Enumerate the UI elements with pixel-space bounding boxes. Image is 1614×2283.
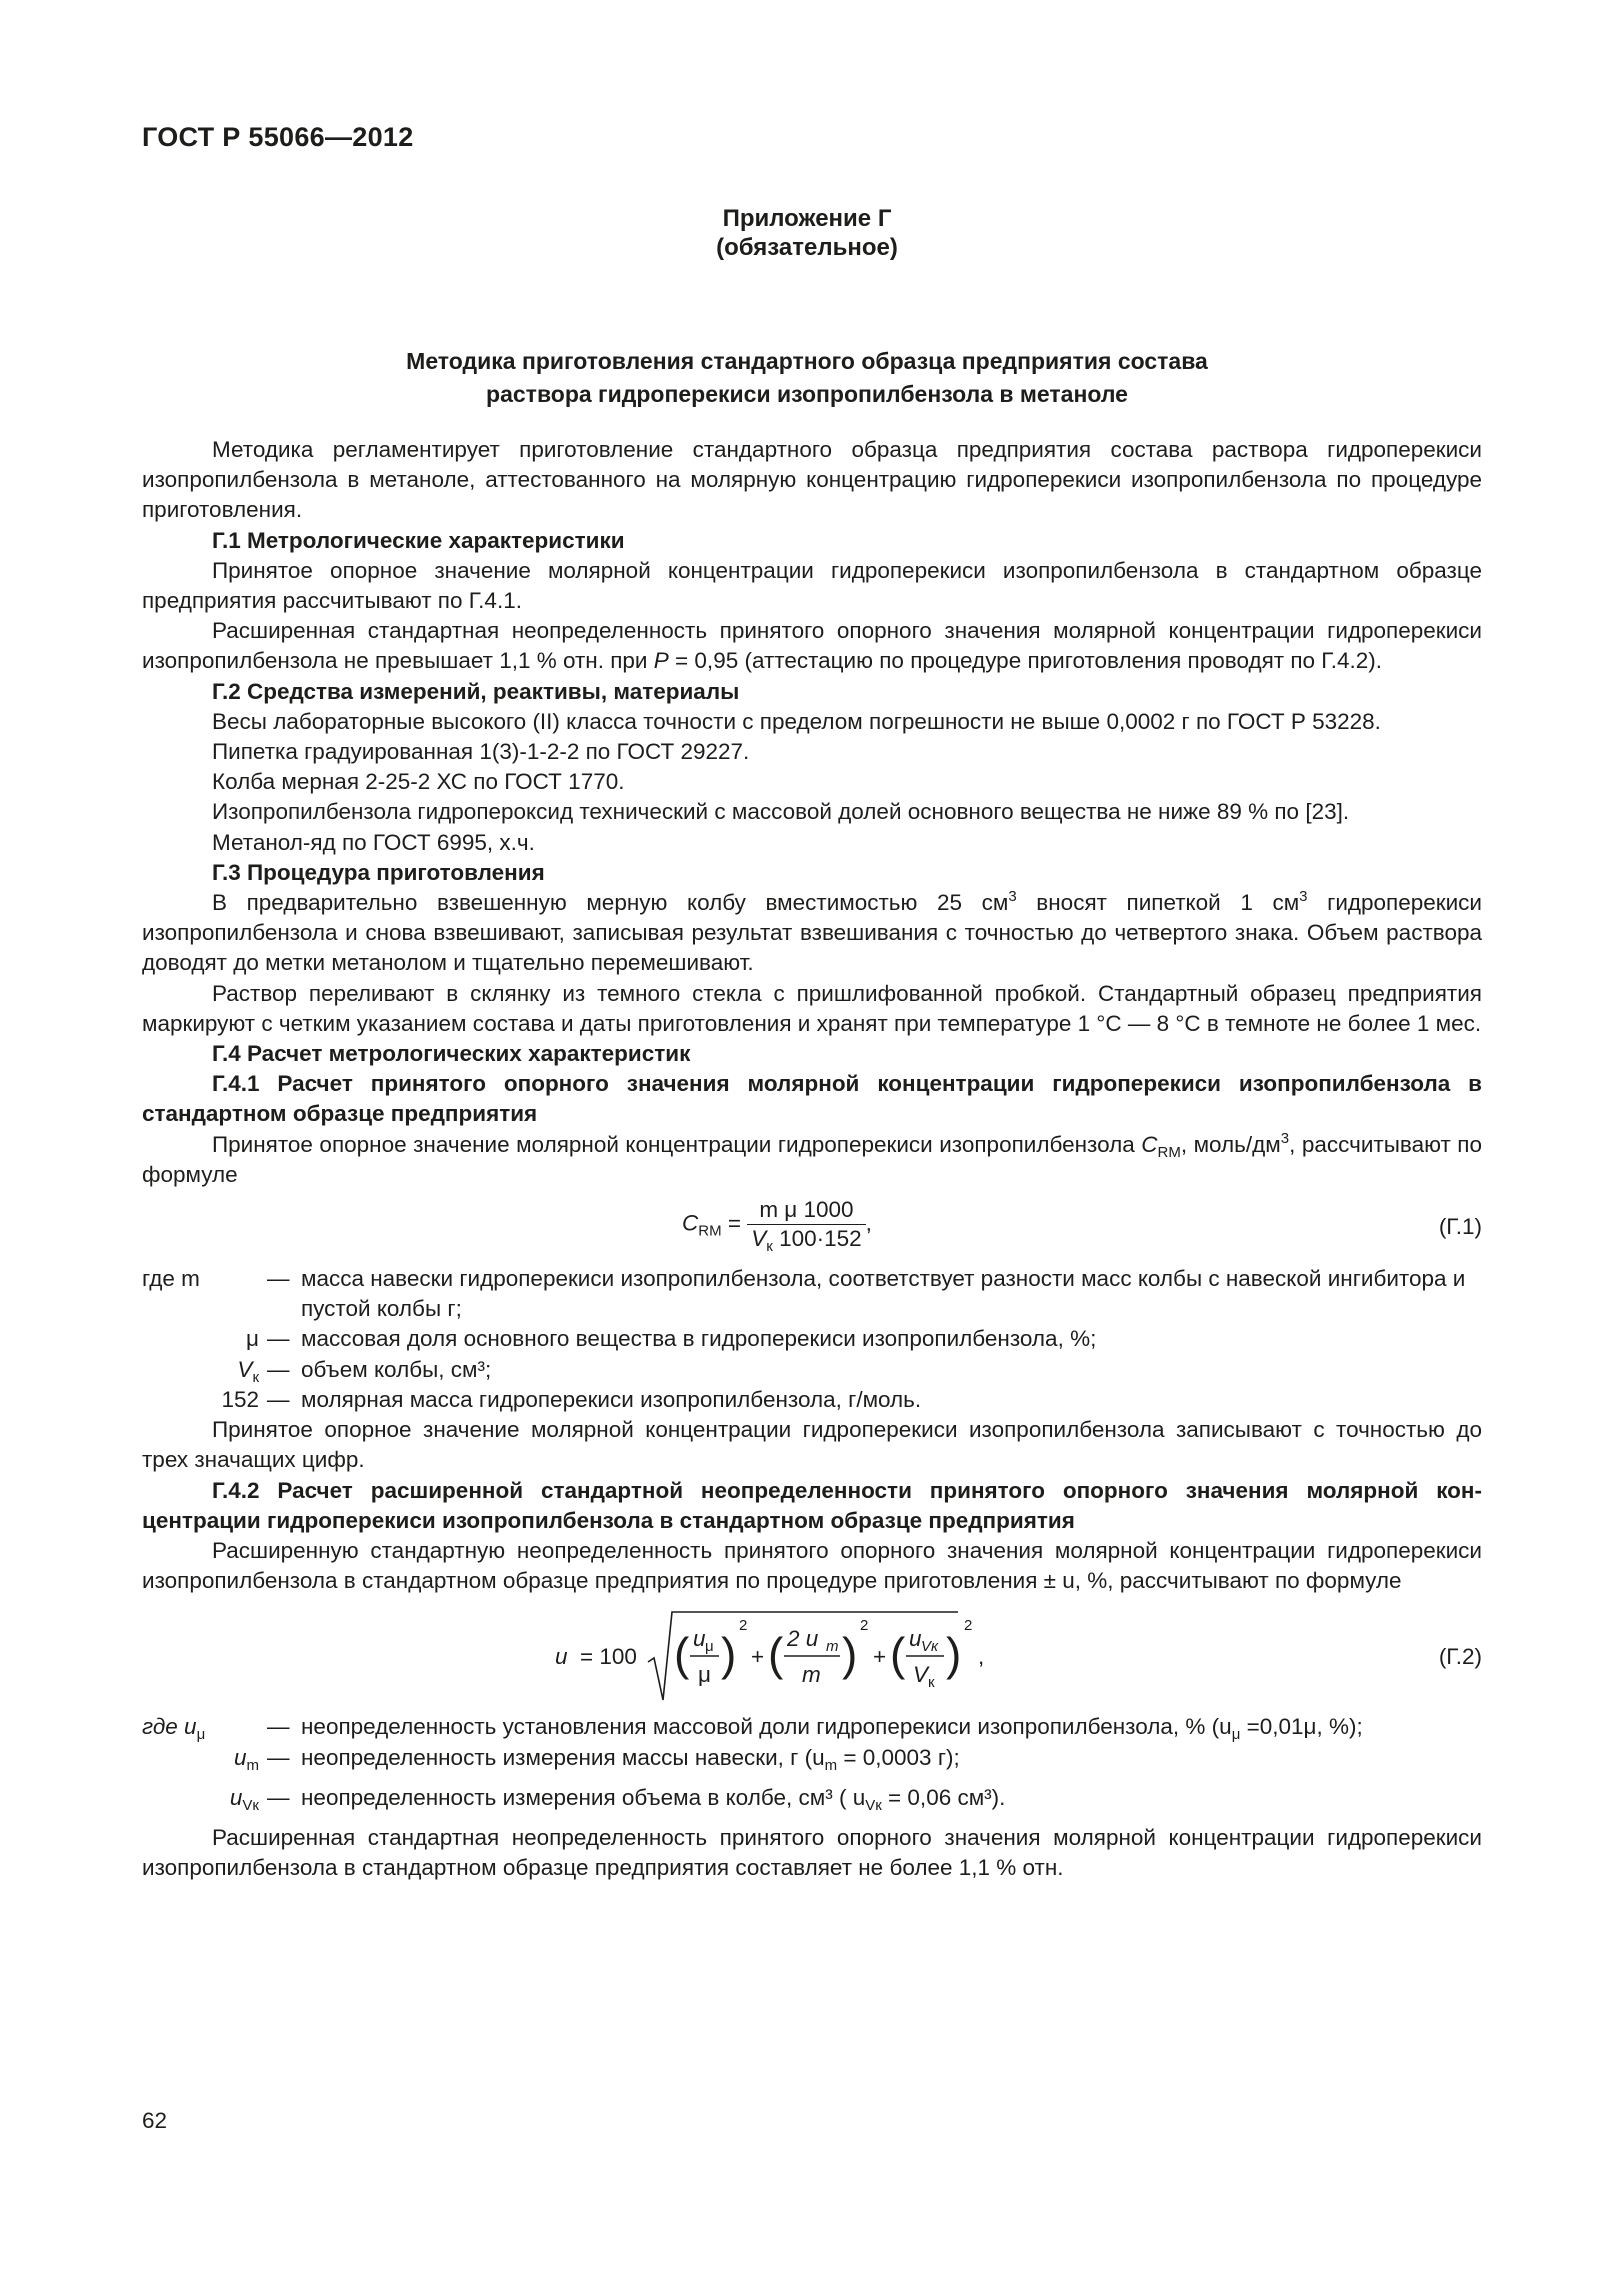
def-text: неопределенность измерения объема в колбе, см³ ( $u_{Vк} = 0,06$ см³). xyxy=(301,1784,1006,1814)
g42-paragraph-2: Расширенная стандартная неопределенность принятого опорного значения молярной концентрации гидроперекиси изопропилбензола в стандартном образце предприятия составляет не более 1,1 % отн. xyxy=(142,1824,1482,1881)
f2-t3-num-sub: Vк xyxy=(921,1638,939,1656)
paren-right-icon: ) xyxy=(842,1628,858,1681)
f2-t1-exp: 2 xyxy=(739,1617,748,1635)
formula-g2 xyxy=(142,1604,1482,1712)
f2-t1-den: μ xyxy=(698,1662,711,1688)
document-body xyxy=(142,435,1482,1883)
appendix-status: (обязательное) xyxy=(716,234,898,261)
f2-t3-num: u xyxy=(909,1626,922,1652)
g41-paragraph-2: Принятое опорное значение молярной концентрации гидроперекиси изопропилбензола записывают с точностью до трех значащих цифр. xyxy=(142,1417,1482,1473)
def-symbol: 152 xyxy=(221,1386,259,1412)
paren-right-icon: ) xyxy=(721,1628,737,1681)
def-symbol: $u_{Vк}$ xyxy=(229,1784,259,1814)
g2-item: Изопропилбензола гидропероксид технический с массовой долей основного вещества не ниже 89 % по [23]. xyxy=(212,799,1350,825)
document-header: ГОСТ Р 55066—2012 xyxy=(142,122,414,152)
def-symbol: где m xyxy=(142,1266,200,1292)
g42-paragraph-1: Расширенную стандартную неопределенность принятого опорного значения молярной концентрации гидроперекиси изопропилбензола в стандартном образце предприятия по процедуре приготовления ± u, %, рассчитывают по формуле xyxy=(142,1537,1482,1594)
formula-g2-label: (Г.2) xyxy=(1438,1644,1482,1670)
g2-item: Колба мерная 2-25-2 ХС по ГОСТ 1770. xyxy=(212,769,625,795)
formula-g1-body: $C_{RM}$ = $\frac{\text{m μ 1000}}{V_к 100\cdot 152}$ , xyxy=(682,1197,872,1256)
f2-t1-num-sub: μ xyxy=(705,1638,714,1656)
g1-heading: Г.1 Метрологические характеристики xyxy=(212,527,625,553)
g4-heading: Г.4 Расчет метрологических характеристик xyxy=(212,1041,691,1067)
g3-heading: Г.3 Процедура приготовления xyxy=(212,859,545,885)
title-line-2: раствора гидроперекиси изопропилбензола в метаноле xyxy=(486,381,1128,407)
f2-t3-den-sub: к xyxy=(928,1674,935,1692)
page-number: 62 xyxy=(142,2108,168,2133)
g3-paragraph-2: Раствор переливают в склянку из темного стекла с пришлифованной пробкой. Стандартный образец предприятия маркируют с четким указанием состава и даты приготовления и хранят при температуре 1 °С — 8 °С в темноте не более 1 мес. xyxy=(142,980,1482,1036)
formula-g2-svg xyxy=(142,1604,1482,1712)
f2-t1-num: u xyxy=(693,1626,706,1652)
def-text: неопределенность измерения массы навески, г ($u_m = 0,0003$ г); xyxy=(301,1744,960,1774)
def-text: масса навески гидроперекиси изопропилбензола, соответствует разности масс колбы с навеской ингибитора и пустой колбы г; xyxy=(301,1266,1466,1322)
def-symbol: где $u_\mu$ xyxy=(142,1714,206,1744)
def-symbol: μ xyxy=(246,1326,259,1352)
f2-t3-den: V xyxy=(913,1662,929,1688)
g41-paragraph-1: Принятое опорное значение молярной концентрации гидроперекиси изопропилбензола $C_{RM}$, моль/$дм^3$, рассчитывают по формуле xyxy=(142,1129,1482,1187)
paren-left-icon: ( xyxy=(768,1628,784,1681)
f2-plus-2: + xyxy=(873,1644,887,1670)
formula-g1-label: (Г.1) xyxy=(1438,1214,1482,1240)
g1-paragraph-1: Принятое опорное значение молярной концентрации гидроперекиси изопропилбензола в стандартном образце предприятия рассчитывают по Г.4.1. xyxy=(142,557,1482,614)
title-line-1: Методика приготовления стандартного образца предприятия состава xyxy=(406,348,1208,374)
def-text: неопределенность установления массовой доли гидроперекиси изопропилбензола, % ($u_\mu =0,01\mu$, %); xyxy=(301,1714,1363,1744)
def-text: объем колбы, см³; xyxy=(301,1356,492,1382)
f2-t3-exp: 2 xyxy=(964,1617,973,1635)
section-title xyxy=(0,345,1614,411)
formula-g1 xyxy=(142,1190,1482,1264)
paren-left-icon: ( xyxy=(674,1628,690,1681)
paren-left-icon: ( xyxy=(890,1628,906,1681)
g2-item: Метанол-яд по ГОСТ 6995, х.ч. xyxy=(212,829,535,855)
def-symbol: $V_к$ xyxy=(237,1356,259,1386)
f2-eq: = 100 xyxy=(580,1644,637,1670)
g2-item: Пипетка градуированная 1(3)-1-2-2 по ГОСТ 29227. xyxy=(212,739,750,765)
f2-plus-1: + xyxy=(751,1644,765,1670)
f2-t2-den: m xyxy=(802,1662,821,1688)
formula-g1-definitions: где m — масса навески гидроперекиси изопропилбензола, соответствует разности масс колбы с навеской ингибитора и пустой колбы г; μ — массовая доля основного вещества в гидроперекиси изопропилбензола, %; $V_к$ — объем колбы, см³; 152 — молярная масса гидроперекиси изопропилбензола, г/моль. xyxy=(142,1264,1482,1415)
formula-g1-fraction: $\frac{\text{m μ 1000}}{V_к 100\cdot 152}$ xyxy=(747,1196,865,1253)
f2-t2-exp: 2 xyxy=(860,1617,869,1635)
g42-heading: Г.4.2 Расчет расширенной стандартной неопределенности принятого опорного значения молярной концентрации гидроперекиси изопропилбензола в стандартном образце предприятия xyxy=(142,1477,1482,1533)
appendix-title: Приложение Г xyxy=(722,205,892,232)
paren-right-icon: ) xyxy=(946,1628,962,1681)
g1-paragraph-2: Расширенная стандартная неопределенность принятого опорного значения молярной концентрации гидроперекиси изопропилбензола не превышает 1,1 % отн. при P = 0,95 (аттестацию по процедуре приготовления проводят по Г.4.2). xyxy=(142,618,1482,674)
f2-lhs: u xyxy=(555,1644,568,1670)
f2-t2-num-sub: m xyxy=(826,1638,839,1656)
g2-item: Весы лабораторные высокого (II) класса точности с пределом погрешности не выше 0,0002 г по ГОСТ Р 53228. xyxy=(212,708,1381,734)
intro-paragraph: Методика регламентирует приготовление стандартного образца предприятия состава раствора гидроперекиси изопропилбензола в метаноле, аттестованного на молярную концентрацию гидроперекиси изопропилбензола по процедуре приготовления. xyxy=(142,437,1482,523)
def-symbol: $u_m$ xyxy=(233,1744,259,1774)
f2-t2-num: 2 u xyxy=(787,1626,819,1652)
f2-comma: , xyxy=(978,1644,985,1670)
g2-heading: Г.2 Средства измерений, реактивы, материалы xyxy=(212,678,740,704)
def-text: молярная масса гидроперекиси изопропилбензола, г/моль. xyxy=(301,1386,922,1412)
def-text: массовая доля основного вещества в гидроперекиси изопропилбензола, %; xyxy=(301,1326,1097,1352)
g41-heading: Г.4.1 Расчет принятого опорного значения молярной концентрации гидроперекиси изопропилбензола в стандартном образце предприятия xyxy=(142,1071,1482,1127)
g3-paragraph-1: В предварительно взвешенную мерную колбу вместимостью 25 $см^3$ вносят пипеткой 1 $см^3$ гидроперекиси изопропилбензола и снова взвешивают, записывая результат взвешивания с точностью до четвертого знака. Объем раствора доводят до метки метанолом и тщательно перемешивают. xyxy=(142,888,1483,976)
formula-g2-definitions: где $u_\mu$ — неопределенность установления массовой доли гидроперекиси изопропилбензола, % ($u_\mu =0,01\mu$, %); $u_m$ — неопределенность измерения массы навески, г ($u_m = 0,0003$ г); $u_{Vк}$ — неопределенность измерения объема в колбе, см³ ( $u_{Vк} = 0,06$ см³). xyxy=(142,1712,1482,1813)
